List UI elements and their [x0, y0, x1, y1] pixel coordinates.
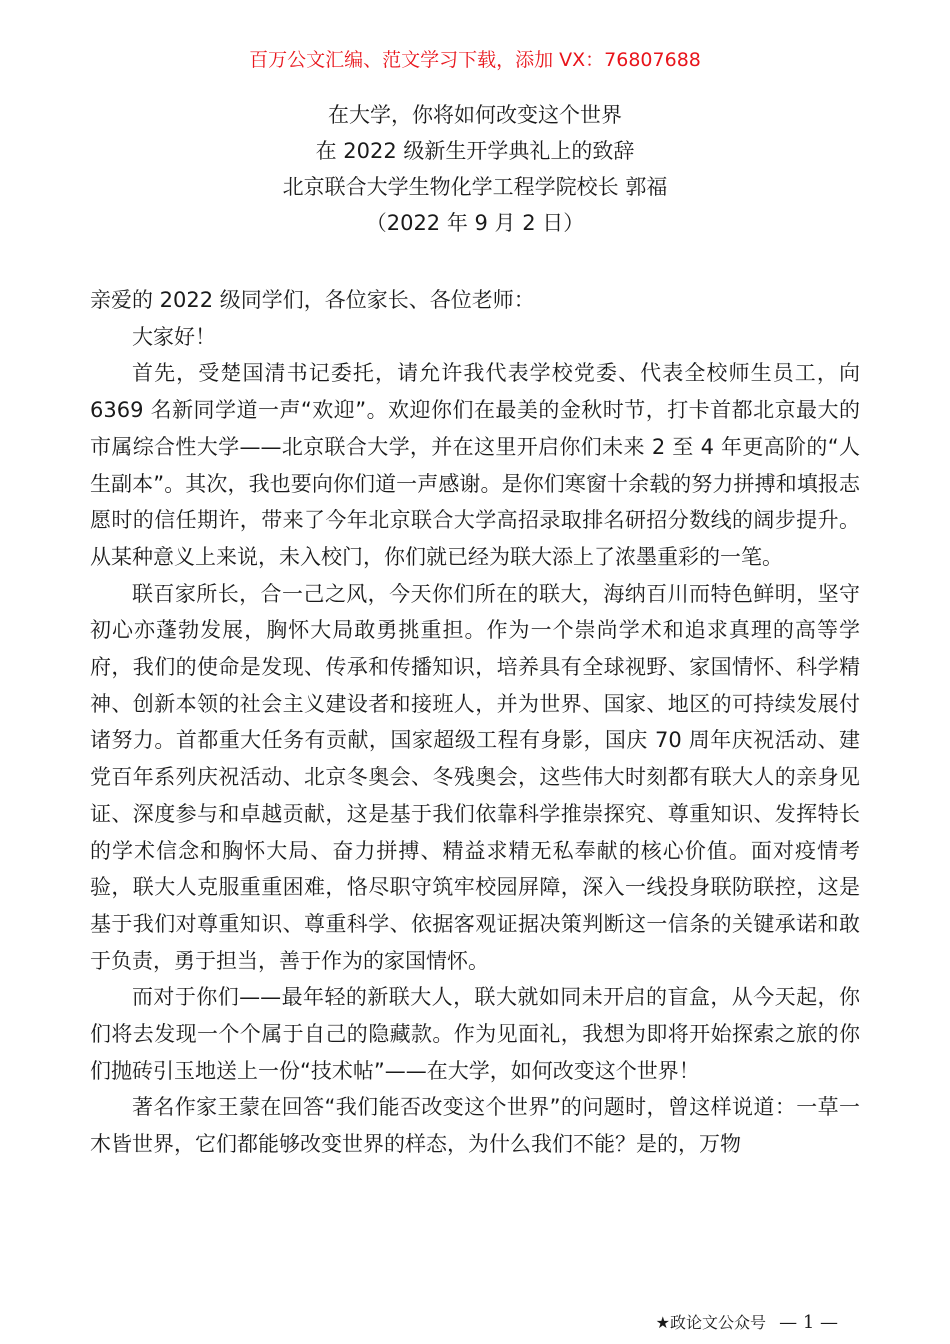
speaker-line: 北京联合大学生物化学工程学院校长 郭福: [282, 175, 668, 199]
footer-source: ★政论文公众号: [655, 1313, 766, 1332]
paragraph-1: 首先，受楚国清书记委托，请允许我代表学校党委、代表全校师生员工，向 6369 名新同学道一声“欢迎”。欢迎你们在最美的金秋时节，打卡首都北京最大的市属综合性大学——北京联合大学，并在这里开启你们未来 2 至 4 年更高阶的“人生副本”。其次，我也要向你们道一声感谢。是你们寒窗十余载的努力拼搏和填报志愿时的信任期许，带来了今年北京联合大学高招录取排名研招分数线的阔步提升。从某种意义上来说，未入校门，你们就已经为联大添上了浓墨重彩的一笔。: [90, 361, 860, 569]
paragraph-2: 联百家所长，合一己之风，今天你们所在的联大，海纳百川而特色鲜明，坚守初心亦蓬勃发展，胸怀大局敢勇挑重担。作为一个崇尚学术和追求真理的高等学府，我们的使命是发现、传承和传播知识，培养具有全球视野、家国情怀、科学精神、创新本领的社会主义建设者和接班人，并为世界、国家、地区的可持续发展付诸努力。首都重大任务有贡献，国家超级工程有身影，国庆 70 周年庆祝活动、建党百年系列庆祝活动、北京冬奥会、冬残奥会，这些伟大时刻都有联大人的亲身见证、深度参与和卓越贡献，这是基于我们依靠科学推崇探究、尊重知识、发挥特长的学术信念和胸怀大局、奋力拼搏、精益求精无私奉献的核心价值。面对疫情考验，联大人克服重重困难，恪尽职守筑牢校园屏障，深入一线投身联防联控，这是基于我们对尊重知识、尊重科学、依据客观证据决策判断这一信条的关键承诺和敢于负责，勇于担当，善于作为的家国情怀。: [90, 581, 860, 973]
page-footer: [656, 1310, 838, 1333]
header-banner: 百万公文汇编、范文学习下载，添加 VX：76807688: [249, 49, 701, 71]
occasion-subtitle: 在 2022 级新生开学典礼上的致辞: [315, 139, 635, 163]
date-line: （2022 年 9 月 2 日）: [365, 211, 585, 235]
salutation: 亲爱的 2022 级同学们，各位家长、各位老师：: [90, 288, 535, 312]
speech-title: 在大学，你将如何改变这个世界: [328, 103, 622, 127]
greeting: 大家好！: [132, 324, 216, 349]
paragraph-4: 著名作家王蒙在回答“我们能否改变这个世界”的问题时，曾这样说道：一草一木皆世界，它们都能够改变世界的样态，为什么我们不能？是的，万物: [90, 1095, 860, 1157]
title-block: [0, 97, 950, 241]
page-number: — 1 —: [779, 1312, 838, 1333]
speech-body: [90, 282, 860, 1163]
paragraph-3: 而对于你们——最年轻的新联大人，联大就如同未开启的盲盒，从今天起，你们将去发现一个个属于自己的隐藏款。作为见面礼，我想为即将开始探索之旅的你们抛砖引玉地送上一份“技术帖”——在大学，如何改变这个世界！: [90, 985, 860, 1083]
